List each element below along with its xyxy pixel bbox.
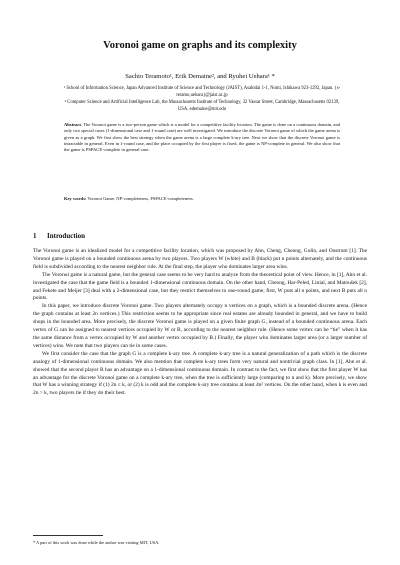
body-text xyxy=(33,248,367,398)
abstract-text: The Voronoi game is a two-person game which is a model for a competitive facility location. The game is done on a continuous domain, and only two special cases (1-dimensional case and 1-round case) are well investigated. We introduce the discrete Voronoi game of which the game arena is given as a graph. We first show the best strategy when the game arena is a large complete k-ary tree. Next we show that the discrete Voronoi game is intractable in general. Even in 1-round case, and the place occupied by the first player is fixed, the game is NP-complete in general. We also show that the game is PSPACE-complete in general case. xyxy=(64,122,340,153)
section-title: Introduction xyxy=(47,232,85,240)
paragraph-4: We first consider the case that the graph G is a complete k-ary tree. A complete k-ary tree is a natural generalization of a path which is the discrete analogy of 1-dimensional continuous domain. We also mention that complete k-ary trees form very natural and nontrivial graph class. In [1], Ahn et al. showed that the second player B has an advantage on a 1-dimensional continuous domain. In contrast to the fact, we first show that the first player W has an advantage for the discrete Voronoi game on a complete k-ary tree, when the tree is sufficiently large (comparing to n and k). More precisely, we show that W has a winning strategy if (1) 2n ≤ k, or (2) k is odd and the complete k-ary tree contains at least 4n² vertices. On the other hand, when k is even and 2n > k, two players tie if they do their best. xyxy=(33,350,367,397)
keywords xyxy=(64,196,340,202)
affiliation-2: ² Computer Science and Artificial Intelligence Lab, the Massachusetts Institute of Technology, 32 Vassar Street, Cambridge, Massachusetts 02139, USA. edemaine@mit.edu xyxy=(64,99,340,112)
keywords-label: Key words: xyxy=(64,196,87,201)
paper-title: Voronoi game on graphs and its complexity xyxy=(103,40,297,51)
affiliation-1: ¹ School of Information Science, Japan Advanced Institute of Science and Technology (JAIST), Asahidai 1-1, Nomi, Ishikawa 923-1292, Japan. {s-teramo,uehara}@jaist.ac.jp xyxy=(63,86,341,98)
paragraph-2: The Voronoi game is a natural game, but the general case seems to be very hard to analyze from the theoretical point of view. Hence, in [1], Ahn et al. investigated the case that the game field is a bounded 1-dimensional continuous domain. On the other hand, Cheong, Har-Peled, Linial, and Matoušek [2], and Fekete and Meijer [3] deal with a 2-dimensional case, but they restrict themselves to one-round game; first, W puts all n points, and next B puts all n points. xyxy=(33,271,367,302)
section-heading xyxy=(33,232,85,240)
section-number: 1 xyxy=(33,232,37,240)
footnote-rule xyxy=(33,535,103,536)
author-list: Sachio Teramoto¹, Erik Demaine², and Ryuhei Uehara¹ * xyxy=(125,73,275,80)
footnote: * A part of this work was done while the author was visiting MIT, USA. xyxy=(33,540,160,545)
abstract xyxy=(64,122,340,153)
keywords-text: Voronoi Game, NP-completeness, PSPACE-completeness. xyxy=(87,196,194,201)
abstract-label: Abstract. xyxy=(64,122,83,127)
affiliations xyxy=(60,86,344,114)
paragraph-1: The Voronoi game is an idealized model for a competitive facility location, which was proposed by Ahn, Cheng, Cheong, Golin, and Oostrum [1]. The Voronoi game is played on a bounded continuous arena by two players. Two players W (white) and B (black) put n points alternately, and the continuous field is subdivided according to the nearest neighbor rule. At the final step, the player who dominates larger area wins. xyxy=(33,248,367,270)
paragraph-3: In this paper, we introduce discrete Voronoi game. Two players alternately occupy n vertices on a graph, which is a bounded discrete arena. (Hence the graph contains at least 2n vertices.) This restriction seems to be appropriate since real estates are already bounded in general, and we have to build shops in the bounded area. More precisely, the discrete Voronoi game is played on a given finite graph G, instead of a bounded continuous arena. Each vertex of G can be assigned to nearest vertices occupied by W or B, according to the nearest neighbor rule. (Hence some vertex can be “tie” when it has the same distance from a vertex occupied by W and another vertex occupied by B.) Finally, the player who dominates larger area (or a larger number of vertices) wins. We note that two players can tie in some cases. xyxy=(33,303,367,349)
